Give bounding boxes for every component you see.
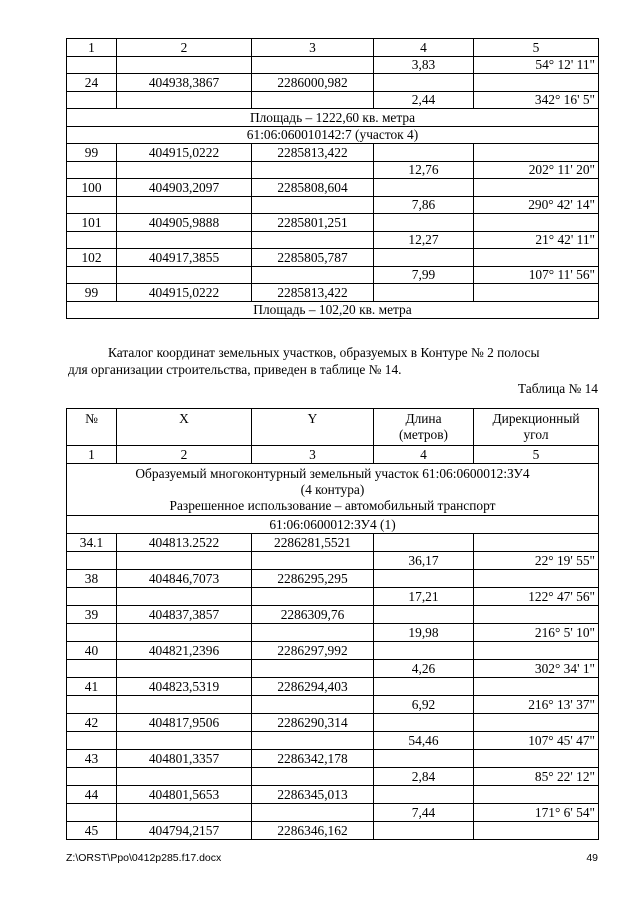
- x-coordinate: 404801,3357: [117, 750, 252, 768]
- column-number-cell: 1: [67, 39, 117, 57]
- point-number: 99: [67, 284, 117, 302]
- point-row: [67, 786, 599, 804]
- group-heading-line-1: Образуемый многоконтурный земельный участок 61:06:0600012:ЗУ4: [135, 465, 530, 481]
- segment-length: 4,26: [374, 660, 474, 678]
- direction-angle: 202° 11' 20": [474, 161, 599, 179]
- empty-cell: [374, 642, 474, 660]
- segment-length: 12,27: [374, 231, 474, 249]
- empty-cell: [67, 732, 117, 750]
- empty-cell: [474, 678, 599, 696]
- segment-row: [67, 768, 599, 786]
- x-coordinate: 404817,9506: [117, 714, 252, 732]
- empty-cell: [117, 266, 252, 284]
- direction-angle: 85° 22' 12": [474, 768, 599, 786]
- empty-cell: [252, 732, 374, 750]
- empty-cell: [67, 804, 117, 822]
- empty-cell: [374, 74, 474, 92]
- x-coordinate: 404801,5653: [117, 786, 252, 804]
- x-coordinate: 404837,3857: [117, 606, 252, 624]
- direction-angle: 342° 16' 5": [474, 91, 599, 109]
- empty-cell: [474, 284, 599, 302]
- header-y: Y: [252, 409, 374, 446]
- y-coordinate: 2286297,992: [252, 642, 374, 660]
- y-coordinate: 2286000,982: [252, 74, 374, 92]
- segment-row: [67, 804, 599, 822]
- subgroup-heading-cell: 61:06:0600012:ЗУ4 (1): [67, 516, 599, 534]
- footer-file-path: Z:\ORST\Ppo\0412p285.f17.docx: [66, 852, 222, 864]
- empty-cell: [252, 696, 374, 714]
- direction-angle: 54° 12' 11": [474, 56, 599, 74]
- empty-cell: [117, 552, 252, 570]
- column-number-cell: 3: [252, 39, 374, 57]
- empty-cell: [374, 179, 474, 197]
- point-number: 34.1: [67, 534, 117, 552]
- segment-length: 3,83: [374, 56, 474, 74]
- x-coordinate: 404846,7073: [117, 570, 252, 588]
- x-coordinate: 404917,3855: [117, 249, 252, 267]
- empty-cell: [252, 624, 374, 642]
- point-number: 102: [67, 249, 117, 267]
- column-number-cell: 4: [374, 446, 474, 464]
- group-heading-row: [67, 464, 599, 516]
- empty-cell: [252, 266, 374, 284]
- direction-angle: 290° 42' 14": [474, 196, 599, 214]
- column-number-cell: 1: [67, 446, 117, 464]
- empty-cell: [252, 91, 374, 109]
- segment-length: 2,84: [374, 768, 474, 786]
- y-coordinate: 2286290,314: [252, 714, 374, 732]
- y-coordinate: 2285801,251: [252, 214, 374, 232]
- empty-cell: [252, 552, 374, 570]
- header-direction: [474, 409, 599, 446]
- summary-cell: Площадь – 102,20 кв. метра: [67, 301, 599, 319]
- y-coordinate: 2285813,422: [252, 144, 374, 162]
- empty-cell: [252, 588, 374, 606]
- point-row: [67, 534, 599, 552]
- segment-row: [67, 161, 599, 179]
- empty-cell: [374, 786, 474, 804]
- catalog-paragraph: [68, 344, 598, 397]
- empty-cell: [252, 161, 374, 179]
- summary-cell: Площадь – 1222,60 кв. метра: [67, 109, 599, 127]
- segment-row: [67, 552, 599, 570]
- segment-length: 2,44: [374, 91, 474, 109]
- summary-row: [67, 126, 599, 144]
- segment-row: [67, 56, 599, 74]
- empty-cell: [252, 660, 374, 678]
- column-number-cell: 3: [252, 446, 374, 464]
- point-row: [67, 642, 599, 660]
- empty-cell: [474, 249, 599, 267]
- header-direction-line-2: угол: [523, 427, 549, 442]
- table-14-body: [67, 409, 599, 840]
- empty-cell: [374, 570, 474, 588]
- header-x: X: [117, 409, 252, 446]
- y-coordinate: 2285805,787: [252, 249, 374, 267]
- point-row: [67, 678, 599, 696]
- column-number-cell: 2: [117, 446, 252, 464]
- header-direction-line-1: Дирекционный: [492, 411, 580, 426]
- empty-cell: [374, 284, 474, 302]
- y-coordinate: 2286281,5521: [252, 534, 374, 552]
- point-row: [67, 822, 599, 840]
- segment-row: [67, 266, 599, 284]
- header-length-line-2: (метров): [398, 427, 449, 442]
- empty-cell: [67, 588, 117, 606]
- empty-cell: [117, 91, 252, 109]
- direction-angle: 171° 6' 54": [474, 804, 599, 822]
- empty-cell: [67, 196, 117, 214]
- empty-cell: [474, 750, 599, 768]
- empty-cell: [374, 144, 474, 162]
- segment-row: [67, 732, 599, 750]
- empty-cell: [474, 144, 599, 162]
- empty-cell: [117, 660, 252, 678]
- point-row: [67, 284, 599, 302]
- empty-cell: [117, 768, 252, 786]
- point-number: 44: [67, 786, 117, 804]
- point-row: [67, 750, 599, 768]
- segment-row: [67, 588, 599, 606]
- subgroup-heading-row: [67, 516, 599, 534]
- segment-row: [67, 624, 599, 642]
- empty-cell: [374, 678, 474, 696]
- segment-length: 7,44: [374, 804, 474, 822]
- segment-length: 19,98: [374, 624, 474, 642]
- column-number-cell: 5: [474, 446, 599, 464]
- point-number: 38: [67, 570, 117, 588]
- segment-length: 54,46: [374, 732, 474, 750]
- empty-cell: [67, 552, 117, 570]
- footer-page-number: 49: [586, 852, 598, 864]
- empty-cell: [117, 161, 252, 179]
- direction-angle: 216° 5' 10": [474, 624, 599, 642]
- coordinates-table-continued-body: [67, 39, 599, 319]
- empty-cell: [67, 161, 117, 179]
- group-heading-cell: [67, 464, 599, 516]
- empty-cell: [67, 266, 117, 284]
- y-coordinate: 2286309,76: [252, 606, 374, 624]
- empty-cell: [374, 249, 474, 267]
- empty-cell: [374, 606, 474, 624]
- y-coordinate: 2286345,013: [252, 786, 374, 804]
- segment-length: 7,86: [374, 196, 474, 214]
- empty-cell: [117, 804, 252, 822]
- y-coordinate: 2286295,295: [252, 570, 374, 588]
- empty-cell: [67, 696, 117, 714]
- empty-cell: [474, 534, 599, 552]
- segment-length: 12,76: [374, 161, 474, 179]
- empty-cell: [67, 231, 117, 249]
- segment-length: 17,21: [374, 588, 474, 606]
- direction-angle: 302° 34' 1": [474, 660, 599, 678]
- y-coordinate: 2285808,604: [252, 179, 374, 197]
- summary-row: [67, 301, 599, 319]
- group-heading-line-3: Разрешенное использование – автомобильный транспорт: [169, 497, 496, 513]
- direction-angle: 21° 42' 11": [474, 231, 599, 249]
- empty-cell: [474, 642, 599, 660]
- column-number-row: [67, 446, 599, 464]
- empty-cell: [374, 750, 474, 768]
- group-heading-line-2: (4 контура): [300, 481, 365, 497]
- y-coordinate: 2286346,162: [252, 822, 374, 840]
- point-number: 101: [67, 214, 117, 232]
- empty-cell: [474, 786, 599, 804]
- empty-cell: [474, 570, 599, 588]
- segment-length: 6,92: [374, 696, 474, 714]
- x-coordinate: 404794,2157: [117, 822, 252, 840]
- empty-cell: [252, 56, 374, 74]
- point-number: 24: [67, 74, 117, 92]
- direction-angle: 107° 11' 56": [474, 266, 599, 284]
- direction-angle: 216° 13' 37": [474, 696, 599, 714]
- header-number: №: [67, 409, 117, 446]
- empty-cell: [374, 822, 474, 840]
- segment-row: [67, 196, 599, 214]
- point-number: 100: [67, 179, 117, 197]
- x-coordinate: 404823,5319: [117, 678, 252, 696]
- paragraph-line-1: Каталог координат земельных участков, образуемых в Контуре № 2 полосы: [108, 345, 540, 360]
- point-row: [67, 179, 599, 197]
- point-number: 99: [67, 144, 117, 162]
- point-row: [67, 570, 599, 588]
- empty-cell: [67, 624, 117, 642]
- segment-row: [67, 231, 599, 249]
- empty-cell: [117, 624, 252, 642]
- empty-cell: [67, 768, 117, 786]
- x-coordinate: 404813.2522: [117, 534, 252, 552]
- column-number-cell: 2: [117, 39, 252, 57]
- direction-angle: 122° 47' 56": [474, 588, 599, 606]
- point-row: [67, 74, 599, 92]
- empty-cell: [117, 56, 252, 74]
- point-row: [67, 214, 599, 232]
- point-number: 39: [67, 606, 117, 624]
- segment-length: 7,99: [374, 266, 474, 284]
- segment-length: 36,17: [374, 552, 474, 570]
- point-row: [67, 606, 599, 624]
- y-coordinate: 2285813,422: [252, 284, 374, 302]
- point-number: 41: [67, 678, 117, 696]
- point-row: [67, 144, 599, 162]
- point-number: 43: [67, 750, 117, 768]
- empty-cell: [474, 214, 599, 232]
- column-number-cell: 5: [474, 39, 599, 57]
- empty-cell: [474, 179, 599, 197]
- point-row: [67, 714, 599, 732]
- table-caption: Таблица № 14: [517, 381, 598, 396]
- empty-cell: [117, 588, 252, 606]
- x-coordinate: 404821,2396: [117, 642, 252, 660]
- empty-cell: [474, 714, 599, 732]
- x-coordinate: 404915,0222: [117, 284, 252, 302]
- empty-cell: [252, 804, 374, 822]
- x-coordinate: 404905,9888: [117, 214, 252, 232]
- empty-cell: [117, 696, 252, 714]
- segment-row: [67, 91, 599, 109]
- point-number: 45: [67, 822, 117, 840]
- point-number: 40: [67, 642, 117, 660]
- y-coordinate: 2286294,403: [252, 678, 374, 696]
- summary-row: [67, 109, 599, 127]
- table-14: [66, 408, 599, 840]
- y-coordinate: 2286342,178: [252, 750, 374, 768]
- empty-cell: [67, 56, 117, 74]
- paragraph-line-2: для организации строительства, приведен в таблице № 14.: [68, 362, 402, 377]
- x-coordinate: 404938,3867: [117, 74, 252, 92]
- direction-angle: 22° 19' 55": [474, 552, 599, 570]
- x-coordinate: 404903,2097: [117, 179, 252, 197]
- empty-cell: [252, 231, 374, 249]
- x-coordinate: 404915,0222: [117, 144, 252, 162]
- empty-cell: [117, 231, 252, 249]
- direction-angle: 107° 45' 47": [474, 732, 599, 750]
- empty-cell: [252, 768, 374, 786]
- column-number-row: [67, 39, 599, 57]
- segment-row: [67, 696, 599, 714]
- empty-cell: [474, 74, 599, 92]
- header-length: [374, 409, 474, 446]
- point-row: [67, 249, 599, 267]
- point-number: 42: [67, 714, 117, 732]
- header-length-line-1: Длина: [405, 411, 442, 426]
- empty-cell: [374, 714, 474, 732]
- empty-cell: [474, 606, 599, 624]
- empty-cell: [117, 196, 252, 214]
- empty-cell: [374, 214, 474, 232]
- column-number-cell: 4: [374, 39, 474, 57]
- empty-cell: [117, 732, 252, 750]
- empty-cell: [67, 660, 117, 678]
- coordinates-table-continued: [66, 38, 599, 319]
- empty-cell: [474, 822, 599, 840]
- empty-cell: [67, 91, 117, 109]
- summary-cell: 61:06:060010142:7 (участок 4): [67, 126, 599, 144]
- empty-cell: [374, 534, 474, 552]
- table-header-row: [67, 409, 599, 446]
- segment-row: [67, 660, 599, 678]
- empty-cell: [252, 196, 374, 214]
